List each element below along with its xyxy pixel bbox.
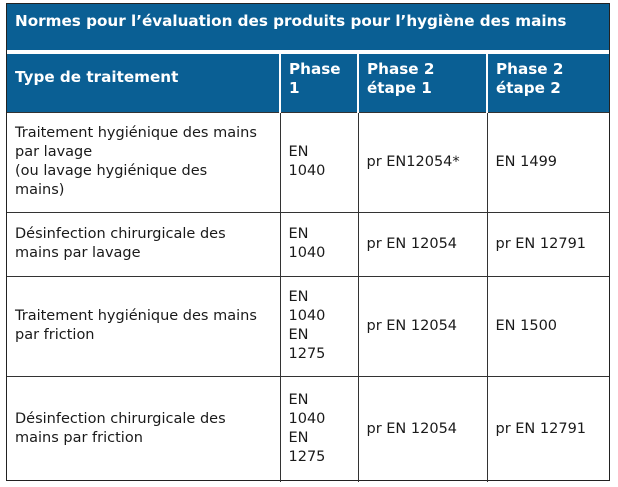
cell-phase-1-line: 1040 [288,245,326,261]
cell-type-line: par friction [15,327,95,343]
cell-phase-1-line: EN [288,226,309,242]
header-phase-2-etape-1 [358,54,487,112]
cell-phase-1-line: EN [288,430,309,447]
table-row [7,376,609,482]
header-phase-2-etape-2-line2: étape 2 [496,79,561,97]
header-phase-1 [280,54,358,112]
header-type-de-traitement: Type de traitement [7,54,280,112]
cell-phase-1-line: 1040 [288,308,326,324]
cell-phase-1-line: 1275 [288,449,326,466]
table-row [7,212,609,276]
header-phase-2-etape-1-line1: Phase 2 [367,60,435,78]
cell-type-line: mains par friction [15,430,143,447]
table-title: Normes pour l’évaluation des produits pour l’hygiène des mains [7,4,609,52]
cell-phase-1-line: EN [288,289,309,305]
cell-phase-1 [280,276,358,376]
cell-phase-2-etape-2: EN 1500 [487,276,609,376]
cell-phase-2-etape-1: pr EN12054* [358,112,487,212]
table-row [7,276,609,376]
cell-type-line: Traitement hygiénique des mains [15,308,257,324]
cell-phase-1-line: EN [288,392,309,409]
cell-phase-1 [280,112,358,212]
header-phase-2-etape-2 [487,54,609,112]
cell-phase-1-line: EN [288,327,309,343]
cell-phase-2-etape-1: pr EN 12054 [358,276,487,376]
cell-type [7,376,280,482]
header-row [7,54,609,112]
cell-type-line: Désinfection chirurgicale des [15,411,226,428]
cell-phase-1-line: 1040 [288,163,326,179]
cell-phase-1-line: 1275 [288,346,326,362]
header-phase-2-etape-1-line2: étape 1 [367,79,432,97]
header-phase-1-line1: Phase [289,60,341,78]
cell-type [7,112,280,212]
cell-phase-2-etape-1: pr EN 12054 [358,376,487,482]
cell-type-line: Traitement hygiénique des mains [15,125,257,141]
cell-type-line: par lavage [15,144,93,160]
cell-phase-1-line: 1040 [288,411,326,428]
cell-type-line: mains par lavage [15,245,141,261]
cell-type-line: (ou lavage hygiénique des [15,163,208,179]
header-phase-1-line2: 1 [289,79,300,97]
cell-type-line: Désinfection chirurgicale des [15,226,226,242]
cell-phase-2-etape-2: pr EN 12791 [487,212,609,276]
cell-phase-1 [280,212,358,276]
cell-phase-2-etape-2: pr EN 12791 [487,376,609,482]
cell-phase-1-line: EN [288,144,309,160]
table-row [7,112,609,212]
header-phase-2-etape-2-line1: Phase 2 [496,60,564,78]
cell-phase-2-etape-1: pr EN 12054 [358,212,487,276]
cell-type [7,276,280,376]
cell-phase-1 [280,376,358,482]
cell-type [7,212,280,276]
cell-type-line: mains) [15,182,65,198]
cell-phase-2-etape-2: EN 1499 [487,112,609,212]
standards-table-frame [6,3,610,481]
standards-table [7,54,609,482]
